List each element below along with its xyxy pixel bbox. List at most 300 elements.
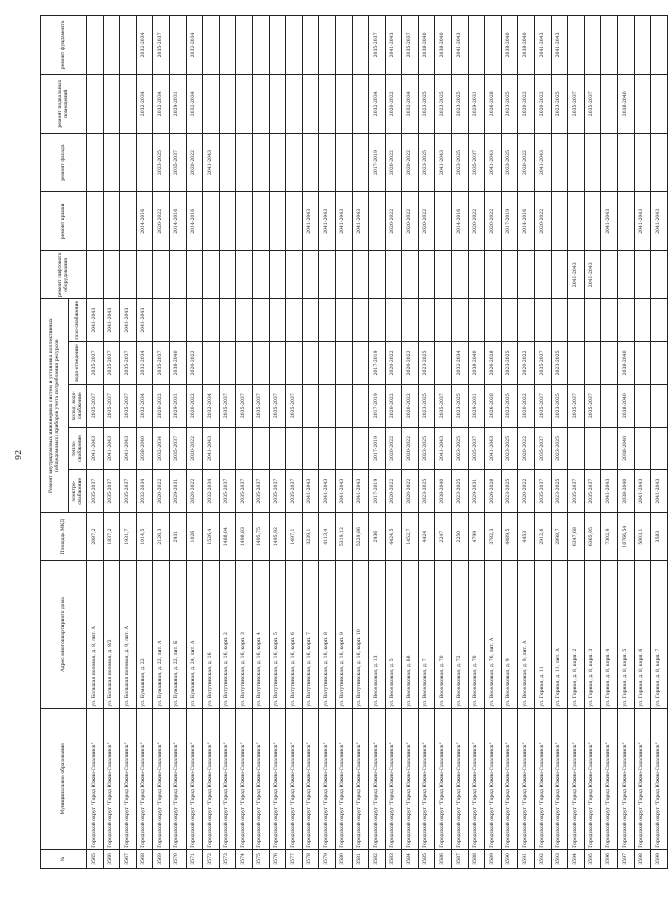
heat-cell: 2038-2040	[136, 427, 153, 470]
elevator-cell	[551, 251, 568, 299]
roof-cell	[369, 192, 386, 251]
heat-cell: 2035-2037	[535, 427, 552, 470]
gas-cell	[634, 299, 651, 342]
foundation-cell: 2038-2040	[518, 16, 535, 75]
electro-cell: 2041-2043	[335, 470, 352, 513]
cold-water-cell: 2035-2037	[120, 384, 137, 427]
gas-cell	[319, 299, 336, 342]
roof-cell: 2041-2043	[651, 192, 668, 251]
gas-cell	[335, 299, 352, 342]
basement-cell	[302, 74, 319, 133]
address-cell: ул. Веселковая, д. 9, лит. А	[518, 561, 535, 709]
area-cell: 1488,04	[219, 513, 236, 561]
elevator-cell	[103, 251, 120, 299]
facade-cell: 2023-2025	[418, 133, 435, 192]
row-number: 3570	[169, 849, 186, 868]
cold-water-cell: 2035-2037	[236, 384, 253, 427]
cold-water-cell: 2035-2037	[87, 384, 104, 427]
row-number: 3585	[418, 849, 435, 868]
foundation-cell: 2032-2034	[136, 16, 153, 75]
sewer-cell: 2020-2022	[402, 342, 419, 385]
roof-cell	[618, 192, 635, 251]
municipality-cell: Городской округ "Город Южно-Сахалинск"	[551, 708, 568, 849]
elevator-cell	[518, 251, 535, 299]
foundation-cell	[352, 16, 369, 75]
elevator-cell	[219, 251, 236, 299]
elevator-cell	[651, 251, 668, 299]
area-cell: 2936	[369, 513, 386, 561]
header-elevator: ремонт лифтового оборудования	[41, 251, 87, 299]
sewer-cell: 2026-2028	[485, 342, 502, 385]
heat-cell: 2020-2022	[402, 427, 419, 470]
facade-cell: 2020-2022	[385, 133, 402, 192]
table-row	[535, 16, 552, 869]
heat-cell: 2041-2043	[485, 427, 502, 470]
roof-cell: 2020-2022	[535, 192, 552, 251]
table-row	[186, 16, 203, 869]
facade-cell	[601, 133, 618, 192]
cold-water-cell: 2032-2034	[136, 384, 153, 427]
sewer-cell: 2032-2034	[136, 342, 153, 385]
area-cell: 7302,9	[601, 513, 618, 561]
address-cell: ул. Ватутинская, д. 16, корп. 8	[319, 561, 336, 709]
area-cell: 4489,5	[501, 513, 518, 561]
basement-cell: 2038-2040	[618, 74, 635, 133]
electro-cell: 2020-2022	[153, 470, 170, 513]
heat-cell	[651, 427, 668, 470]
row-number: 3590	[501, 849, 518, 868]
address-cell: ул. Ватутинская, д. 16, корп. 7	[302, 561, 319, 709]
electro-cell: 2035-2037	[103, 470, 120, 513]
basement-cell: 2023-2025	[501, 74, 518, 133]
heat-cell	[219, 427, 236, 470]
municipality-cell: Городской округ "Город Южно-Сахалинск"	[618, 708, 635, 849]
address-cell: ул. Ватутинская, д. 16, корп. 4	[252, 561, 269, 709]
basement-cell: 2020-2022	[535, 74, 552, 133]
facade-cell	[87, 133, 104, 192]
cold-water-cell: 2023-2025	[452, 384, 469, 427]
table-header-row	[41, 16, 69, 869]
row-number: 3587	[452, 849, 469, 868]
heat-cell: 2038-2040	[618, 427, 635, 470]
cold-water-cell	[651, 384, 668, 427]
foundation-cell: 2041-2043	[551, 16, 568, 75]
facade-cell	[634, 133, 651, 192]
foundation-cell	[485, 16, 502, 75]
table-row	[651, 16, 668, 869]
foundation-cell: 2035-2037	[153, 16, 170, 75]
sewer-cell	[335, 342, 352, 385]
address-cell: ул. Веселковая, д. 76, лит. А	[485, 561, 502, 709]
municipality-cell: Городской округ "Город Южно-Сахалинск"	[252, 708, 269, 849]
facade-cell	[568, 133, 585, 192]
gas-cell	[219, 299, 236, 342]
basement-cell	[203, 74, 220, 133]
heat-cell	[286, 427, 303, 470]
heat-cell: 2023-2025	[551, 427, 568, 470]
address-cell: ул. Бумажная, д. 22, лит. Б	[169, 561, 186, 709]
gas-cell	[169, 299, 186, 342]
electro-cell: 2023-2025	[551, 470, 568, 513]
area-cell: 1495,75	[252, 513, 269, 561]
heat-cell: 2032-2034	[153, 427, 170, 470]
foundation-cell	[319, 16, 336, 75]
row-number: 3581	[352, 849, 369, 868]
municipality-cell: Городской округ "Город Южно-Сахалинск"	[286, 708, 303, 849]
row-number: 3579	[319, 849, 336, 868]
gas-cell: 2041-2043	[103, 299, 120, 342]
heat-cell: 2041-2043	[103, 427, 120, 470]
elevator-cell	[601, 251, 618, 299]
heat-cell	[236, 427, 253, 470]
facade-cell: 2041-2043	[203, 133, 220, 192]
table-body	[87, 16, 668, 869]
facade-cell: 2041-2043	[535, 133, 552, 192]
municipality-cell: Городской округ "Город Южно-Сахалинск"	[634, 708, 651, 849]
gas-cell	[551, 299, 568, 342]
municipality-cell: Городской округ "Город Южно-Сахалинск"	[485, 708, 502, 849]
row-number: 3583	[385, 849, 402, 868]
sewer-cell: 2035-2037	[120, 342, 137, 385]
basement-cell	[634, 74, 651, 133]
roof-cell: 2014-2016	[169, 192, 186, 251]
electro-cell: 2038-2040	[618, 470, 635, 513]
area-cell: 4424	[418, 513, 435, 561]
foundation-cell	[286, 16, 303, 75]
table-row	[103, 16, 120, 869]
cold-water-cell: 2026-2028	[485, 384, 502, 427]
electro-cell: 2038-2040	[435, 470, 452, 513]
electro-cell: 2041-2043	[651, 470, 668, 513]
row-number: 3592	[535, 849, 552, 868]
heat-cell: 2020-2022	[518, 427, 535, 470]
row-number: 3589	[485, 849, 502, 868]
row-number: 3593	[551, 849, 568, 868]
roof-cell: 2020-2022	[153, 192, 170, 251]
sewer-cell: 2020-2022	[186, 342, 203, 385]
electro-cell: 2032-2034	[203, 470, 220, 513]
sewer-cell	[219, 342, 236, 385]
table-row	[236, 16, 253, 869]
table-row	[435, 16, 452, 869]
area-cell: 2912,6	[535, 513, 552, 561]
basement-cell: 2032-2034	[186, 74, 203, 133]
table-row	[120, 16, 137, 869]
header-num: №	[41, 849, 87, 868]
foundation-cell	[87, 16, 104, 75]
elevator-cell	[286, 251, 303, 299]
header-roof: ремонт крыши	[41, 192, 87, 251]
heat-cell: 2017-2019	[369, 427, 386, 470]
electro-cell: 2035-2037	[252, 470, 269, 513]
facade-cell: 2023-2025	[153, 133, 170, 192]
cold-water-cell: 2038-2040	[618, 384, 635, 427]
row-number: 3571	[186, 849, 203, 868]
area-cell: 1837,2	[103, 513, 120, 561]
foundation-cell	[120, 16, 137, 75]
address-cell: ул. Горная, д. 8, корп. 5	[618, 561, 635, 709]
sewer-cell	[352, 342, 369, 385]
roof-cell: 2041-2043	[634, 192, 651, 251]
facade-cell: 2041-2043	[485, 133, 502, 192]
elevator-cell	[618, 251, 635, 299]
basement-cell	[219, 74, 236, 133]
cold-water-cell: 2035-2037	[568, 384, 585, 427]
facade-cell: 2020-2022	[402, 133, 419, 192]
roof-cell: 2041-2043	[601, 192, 618, 251]
header-basement: ремонт подвальных помещений	[41, 74, 87, 133]
row-number: 3576	[269, 849, 286, 868]
elevator-cell	[153, 251, 170, 299]
heat-cell	[634, 427, 651, 470]
sewer-cell	[651, 342, 668, 385]
foundation-cell: 2041-2043	[385, 16, 402, 75]
municipality-cell: Городской округ "Город Южно-Сахалинск"	[369, 708, 386, 849]
row-number: 3595	[584, 849, 601, 868]
sewer-cell: 2035-2037	[103, 342, 120, 385]
cold-water-cell: 2020-2022	[518, 384, 535, 427]
table-row	[634, 16, 651, 869]
gas-cell	[186, 299, 203, 342]
row-number: 3588	[468, 849, 485, 868]
electro-cell: 2035-2037	[286, 470, 303, 513]
header-area: Площадь МКД	[41, 513, 87, 561]
sewer-cell	[634, 342, 651, 385]
area-cell: 2931	[169, 513, 186, 561]
table-row	[352, 16, 369, 869]
header-gas: газо-снабжение	[69, 299, 87, 342]
gas-cell	[535, 299, 552, 342]
elevator-cell	[435, 251, 452, 299]
foundation-cell: 2041-2043	[535, 16, 552, 75]
table-row	[286, 16, 303, 869]
row-number: 3584	[402, 849, 419, 868]
gas-cell	[286, 299, 303, 342]
roof-cell	[584, 192, 601, 251]
header-engineering-group: Ремонт внутридомовых инженерных систем и установка коллективных (общедомовых) приборов учета потребления ресурсов	[41, 299, 69, 513]
foundation-cell: 2035-2037	[369, 16, 386, 75]
sewer-cell	[203, 342, 220, 385]
foundation-cell	[169, 16, 186, 75]
foundation-cell: 2038-2040	[501, 16, 518, 75]
foundation-cell	[269, 16, 286, 75]
gas-cell	[568, 299, 585, 342]
gas-cell	[601, 299, 618, 342]
header-cold-water: холод. водо-снабжение	[69, 384, 87, 427]
address-cell: ул. Большая полевая, д. 8/2	[103, 561, 120, 709]
roof-cell: 2014-2016	[452, 192, 469, 251]
address-cell: ул. Горная, д. 8, корп. 3	[584, 561, 601, 709]
basement-cell: 2032-2034	[369, 74, 386, 133]
gas-cell	[518, 299, 535, 342]
area-cell: 6347,68	[568, 513, 585, 561]
heat-cell	[335, 427, 352, 470]
sewer-cell	[252, 342, 269, 385]
sewer-cell: 2035-2037	[153, 342, 170, 385]
repair-schedule-table	[40, 15, 668, 869]
foundation-cell: 2038-2040	[418, 16, 435, 75]
municipality-cell: Городской округ "Город Южно-Сахалинск"	[153, 708, 170, 849]
area-cell: 4424,5	[385, 513, 402, 561]
area-cell: 2247	[435, 513, 452, 561]
municipality-cell: Городской округ "Город Южно-Сахалинск"	[219, 708, 236, 849]
table-row	[203, 16, 220, 869]
foundation-cell	[584, 16, 601, 75]
cold-water-cell: 2023-2025	[418, 384, 435, 427]
table-row	[153, 16, 170, 869]
row-number: 3580	[335, 849, 352, 868]
row-number: 3596	[601, 849, 618, 868]
sewer-cell: 2035-2037	[535, 342, 552, 385]
elevator-cell: 2041-2043	[584, 251, 601, 299]
roof-cell	[103, 192, 120, 251]
roof-cell	[87, 192, 104, 251]
gas-cell	[618, 299, 635, 342]
electro-cell: 2023-2025	[501, 470, 518, 513]
row-number: 3567	[120, 849, 137, 868]
elevator-cell	[385, 251, 402, 299]
heat-cell	[352, 427, 369, 470]
area-cell: 5229,86	[352, 513, 369, 561]
roof-cell: 2041-2043	[352, 192, 369, 251]
area-cell: 2898,7	[551, 513, 568, 561]
municipality-cell: Городской округ "Город Южно-Сахалинск"	[335, 708, 352, 849]
basement-cell	[286, 74, 303, 133]
table-row	[501, 16, 518, 869]
roof-cell	[568, 192, 585, 251]
foundation-cell: 2041-2043	[452, 16, 469, 75]
facade-cell: 2020-2022	[186, 133, 203, 192]
basement-cell	[87, 74, 104, 133]
basement-cell: 2023-2025	[551, 74, 568, 133]
basement-cell: 2032-2034	[136, 74, 153, 133]
row-number: 3574	[236, 849, 253, 868]
foundation-cell	[618, 16, 635, 75]
roof-cell: 2041-2043	[319, 192, 336, 251]
gas-cell	[153, 299, 170, 342]
facade-cell	[103, 133, 120, 192]
basement-cell	[103, 74, 120, 133]
heat-cell: 2023-2025	[501, 427, 518, 470]
cold-water-cell	[634, 384, 651, 427]
table-row	[568, 16, 585, 869]
cold-water-cell: 2035-2037	[286, 384, 303, 427]
facade-cell: 2017-2019	[369, 133, 386, 192]
table-row	[252, 16, 269, 869]
table-row	[385, 16, 402, 869]
basement-cell: 2020-2022	[518, 74, 535, 133]
foundation-cell: 2035-2037	[402, 16, 419, 75]
municipality-cell: Городской округ "Город Южно-Сахалинск"	[518, 708, 535, 849]
elevator-cell	[319, 251, 336, 299]
sewer-cell: 2032-2034	[452, 342, 469, 385]
basement-cell: 2023-2025	[418, 74, 435, 133]
elevator-cell	[269, 251, 286, 299]
roof-cell: 2017-2019	[501, 192, 518, 251]
electro-cell: 2035-2037	[535, 470, 552, 513]
heat-cell: 2041-2043	[87, 427, 104, 470]
facade-cell: 2035-2037	[468, 133, 485, 192]
elevator-cell	[120, 251, 137, 299]
elevator-cell	[402, 251, 419, 299]
electro-cell: 2041-2043	[319, 470, 336, 513]
elevator-cell	[485, 251, 502, 299]
address-cell: ул. Ватутинская, д. 16, корп. 9	[335, 561, 352, 709]
basement-cell: 2020-2022	[385, 74, 402, 133]
address-cell: ул. Горная, д. 8, корп. 2	[568, 561, 585, 709]
sewer-cell	[568, 342, 585, 385]
gas-cell	[468, 299, 485, 342]
municipality-cell: Городской округ "Город Южно-Сахалинск"	[186, 708, 203, 849]
elevator-cell: 2041-2043	[568, 251, 585, 299]
sewer-cell	[601, 342, 618, 385]
heat-cell: 2035-2037	[468, 427, 485, 470]
row-number: 3573	[219, 849, 236, 868]
table-row	[136, 16, 153, 869]
address-cell: ул. Горная, д. 8, корп. 6	[634, 561, 651, 709]
cold-water-cell: 2020-2022	[385, 384, 402, 427]
facade-cell	[551, 133, 568, 192]
gas-cell	[252, 299, 269, 342]
heat-cell	[601, 427, 618, 470]
basement-cell	[601, 74, 618, 133]
table-row	[601, 16, 618, 869]
table-row	[335, 16, 352, 869]
foundation-cell	[651, 16, 668, 75]
gas-cell	[501, 299, 518, 342]
roof-cell: 2041-2043	[335, 192, 352, 251]
address-cell: ул. Веселковая, д. 9	[501, 561, 518, 709]
basement-cell: 2029-2031	[468, 74, 485, 133]
sewer-cell: 2023-2025	[551, 342, 568, 385]
heat-cell: 2023-2025	[452, 427, 469, 470]
area-cell: 1498,83	[236, 513, 253, 561]
elevator-cell	[252, 251, 269, 299]
municipality-cell: Городской округ "Город Южно-Сахалинск"	[402, 708, 419, 849]
basement-cell: 2032-2034	[402, 74, 419, 133]
basement-cell: 2026-2028	[485, 74, 502, 133]
table-row	[418, 16, 435, 869]
municipality-cell: Городской округ "Город Южно-Сахалинск"	[535, 708, 552, 849]
page-number: 92	[14, 449, 23, 460]
row-number: 3568	[136, 849, 153, 868]
elevator-cell	[203, 251, 220, 299]
sewer-cell: 2020-2022	[518, 342, 535, 385]
gas-cell	[302, 299, 319, 342]
row-number: 3565	[87, 849, 104, 868]
cold-water-cell: 2035-2037	[252, 384, 269, 427]
gas-cell	[236, 299, 253, 342]
sewer-cell: 2020-2022	[385, 342, 402, 385]
address-cell: ул. Ватутинская, д. 16, корп. 5	[269, 561, 286, 709]
gas-cell	[352, 299, 369, 342]
sewer-cell	[319, 342, 336, 385]
address-cell: ул. Горная, д. 11, лит. А	[551, 561, 568, 709]
area-cell: 3782,3	[485, 513, 502, 561]
municipality-cell: Городской округ "Город Южно-Сахалинск"	[568, 708, 585, 849]
row-number: 3591	[518, 849, 535, 868]
municipality-cell: Городской округ "Город Южно-Сахалинск"	[584, 708, 601, 849]
cold-water-cell: 2035-2037	[103, 384, 120, 427]
cold-water-cell: 2032-2034	[203, 384, 220, 427]
facade-cell	[236, 133, 253, 192]
area-cell: 1497,1	[286, 513, 303, 561]
area-cell: 5003,1	[634, 513, 651, 561]
address-cell: ул. Веселковая, д. 68	[402, 561, 419, 709]
municipality-cell: Городской округ "Город Южно-Сахалинск"	[203, 708, 220, 849]
gas-cell	[269, 299, 286, 342]
electro-cell: 2026-2028	[485, 470, 502, 513]
